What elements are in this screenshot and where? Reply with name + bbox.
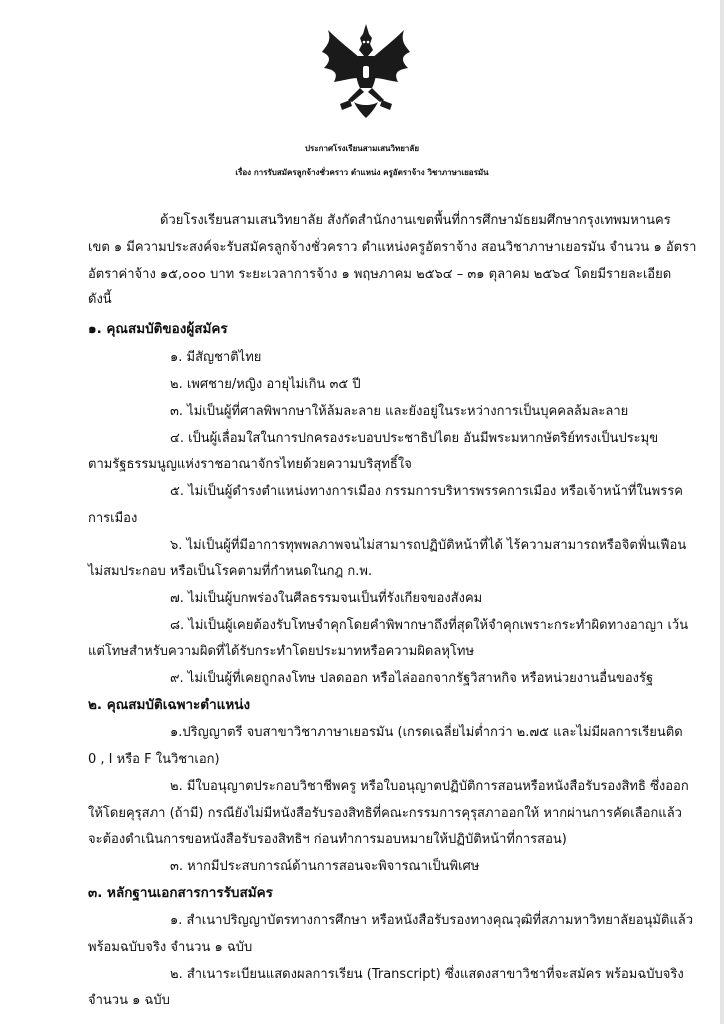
section-1-item: ตามรัฐธรรมนูญแห่งราชอาณาจักรไทยด้วยความบริสุทธิ์ใจ — [88, 457, 412, 472]
announcement-subject: เรื่อง การรับสมัครลูกจ้างชั่วคราว ตำแหน่ง ครูอัตราจ้าง วิชาภาษาเยอรมัน — [235, 168, 489, 177]
section-2-item: ๑.ปริญญาตรี จบสาขาวิชาภาษาเยอรมัน (เกรดเฉลี่ยไม่ต่ำกว่า ๒.๗๕ และไม่มีผลการเรียนติด — [170, 725, 683, 740]
section-1-item: ๔. เป็นผู้เลื่อมใสในการปกครองระบอบประชาธิปไตย อันมีพระมหากษัตริย์ทรงเป็นประมุข — [170, 431, 659, 446]
section-3-item: พร้อมฉบับจริง จำนวน ๑ ฉบับ — [88, 940, 253, 955]
section-1-item: การเมือง — [88, 511, 138, 526]
section-2-item: ให้โดยคุรุสภา (ถ้ามี) กรณียังไม่มีหนังสือรับรองสิทธิที่คณะกรรมการคุรุสภาออกให้ หากผ่านการคัดเลือกแล้ว — [88, 806, 682, 821]
garuda-emblem-icon — [318, 22, 414, 120]
section-2-item: 0 , I หรือ F ในวิชาเอก) — [88, 752, 220, 767]
section-1-item: ๕. ไม่เป็นผู้ดำรงตำแหน่งทางการเมือง กรรมการบริหารพรรคการเมือง หรือเจ้าหน้าที่ในพรรค — [170, 484, 683, 499]
section-1-item: ๙. ไม่เป็นผู้ที่เคยถูกลงโทษ ปลดออก หรือไล่ออกจากรัฐวิสาหกิจ หรือหน่วยงานอื่นของรัฐ — [170, 671, 654, 686]
section-1-item: ๑. มีสัญชาติไทย — [170, 350, 262, 365]
section-2-item: ๒. มีใบอนุญาตประกอบวิชาชีพครู หรือใบอนุญาตปฏิบัติการสอนหรือหนังสือรับรองสิทธิ ซึ่งออก — [170, 779, 689, 794]
section-3-item: ๒. สำเนาระเบียนแสดงผลการเรียน (Transcript) ซึ่งแสดงสาขาวิชาที่จะสมัคร พร้อมฉบับจริง — [170, 967, 684, 982]
section-1-item: ๘. ไม่เป็นผู้เคยต้องรับโทษจำคุกโดยคำพิพากษาถึงที่สุดให้จำคุกเพราะกระทำผิดทางอาญา เว้น — [170, 618, 689, 633]
announcement-title: ประกาศโรงเรียนสามเสนวิทยาลัย — [304, 144, 420, 153]
intro-line-3: อัตราค่าจ้าง ๑๕,๐๐๐ บาท ระยะเวลาการจ้าง ๑ พฤษภาคม ๒๕๖๔ – ๓๑ ตุลาคม ๒๕๖๔ โดยมีรายละเอียด — [88, 267, 672, 282]
section-1-item: แต่โทษสำหรับความผิดที่ได้รับกระทำโดยประมาทหรือความผิดลหุโทษ — [88, 644, 475, 659]
section-3-item: ๑. สำเนาปริญญาบัตรทางการศึกษา หรือหนังสือรับรองทางคุณวุฒิที่สภามหาวิทยาลัยอนุมัติแล้ว — [170, 913, 694, 928]
section-2-item: จะต้องดำเนินการขอหนังสือรับรองสิทธิฯ ก่อนทำการมอบหมายให้ปฏิบัติหน้าที่การสอน) — [88, 832, 567, 847]
section-1-heading: ๑. คุณสมบัติของผู้สมัคร — [88, 321, 228, 337]
intro-line-1: ด้วยโรงเรียนสามเสนวิทยาลัย สังกัดสำนักงานเขตพื้นที่การศึกษามัธยมศึกษากรุงเทพมหานคร — [160, 213, 671, 228]
section-2-heading: ๒. คุณสมบัติเฉพาะตำแหน่ง — [88, 697, 251, 713]
section-1-item: ๖. ไม่เป็นผู้ที่มีอาการทุพพลภาพจนไม่สามารถปฏิบัติหน้าที่ได้ ไร้ความสามารถหรือจิตฟั่นเฟือน — [170, 538, 687, 553]
intro-line-2: เขต ๑ มีความประสงค์จะรับสมัครลูกจ้างชั่วคราว ตำแหน่งครูอัตราจ้าง สอนวิชาภาษาเยอรมัน จำนวน ๑ อัตรา — [88, 240, 697, 255]
section-3-item: จำนวน ๑ ฉบับ — [88, 993, 170, 1008]
section-1-item: ไม่สมประกอบ หรือเป็นโรคตามที่กำหนดในกฎ ก.พ. — [88, 564, 373, 579]
intro-line-4: ดังนี้ — [88, 292, 112, 307]
section-2-item: ๓. หากมีประสบการณ์ด้านการสอนจะพิจารณาเป็นพิเศษ — [170, 859, 480, 874]
page-edge-divider — [720, 0, 724, 1024]
section-3-heading: ๓. หลักฐานเอกสารการรับสมัคร — [88, 885, 273, 901]
section-1-item: ๗. ไม่เป็นผู้บกพร่องในศีลธรรมจนเป็นที่รังเกียจของสังคม — [170, 591, 483, 606]
section-1-item: ๓. ไม่เป็นผู้ที่ศาลพิพากษาให้ล้มละลาย และยังอยู่ในระหว่างการเป็นบุคคลล้มละลาย — [170, 404, 629, 419]
section-1-item: ๒. เพศชาย/หญิง อายุไม่เกิน ๓๕ ปี — [170, 377, 361, 392]
